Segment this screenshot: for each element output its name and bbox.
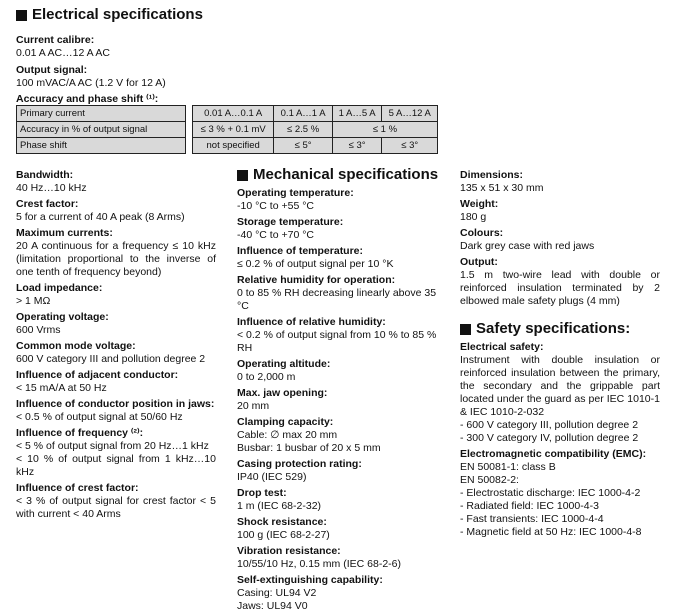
spec-label: Bandwidth: (16, 169, 74, 181)
spec-label: Casing protection rating: (237, 458, 362, 470)
spec-value: < 10 % of output signal from 1 kHz…10 kHz (16, 453, 216, 478)
spec-label: Self-extinguishing capability: (237, 574, 383, 586)
table-cell: Accuracy in % of output signal (17, 122, 186, 138)
mechanical-column (237, 166, 442, 613)
spec-value: 40 Hz…10 kHz (16, 182, 87, 194)
accuracy-table (16, 105, 438, 154)
spec-value: - Magnetic field at 50 Hz: IEC 1000-4-8 (460, 526, 642, 538)
spec-label: Electromagnetic compatibility (EMC): (460, 448, 647, 460)
spec-label: Drop test: (237, 487, 287, 499)
table-cell: ≤ 2.5 % (274, 122, 333, 138)
spec-value: EN 50081-1: class B (460, 461, 556, 473)
current-calibre-value: 0.01 A AC…12 A AC (16, 47, 110, 59)
current-calibre-label: Current calibre: (16, 34, 95, 46)
table-row (17, 122, 438, 138)
spec-label: Operating voltage: (16, 311, 109, 323)
spec-value: 10/55/10 Hz, 0.15 mm (IEC 68-2-6) (237, 558, 401, 570)
spec-label: Influence of temperature: (237, 245, 364, 257)
spec-value: 5 for a current of 40 A peak (8 Arms) (16, 211, 185, 223)
spec-label: Weight: (460, 198, 499, 210)
electrical-top (16, 6, 446, 106)
output-signal-label: Output signal: (16, 64, 88, 76)
table-cell: ≤ 3 % + 0.1 mV (193, 122, 274, 138)
spec-value: > 1 MΩ (16, 295, 51, 307)
spec-label: Relative humidity for operation: (237, 274, 396, 286)
table-cell: 5 A…12 A (382, 106, 438, 122)
spec-value: ≤ 0.2 % of output signal per 10 °K (237, 258, 394, 270)
mechanical-heading: Mechanical specifications (237, 166, 442, 184)
table-cell: 1 A…5 A (332, 106, 382, 122)
spec-value: - Electrostatic discharge: IEC 1000-4-2 (460, 487, 641, 499)
spec-value: 20 mm (237, 400, 270, 412)
spec-label: Maximum currents: (16, 227, 113, 239)
spec-value: - 600 V category III, pollution degree 2 (460, 419, 639, 431)
spec-label: Influence of adjacent conductor: (16, 369, 179, 381)
spec-value: < 0.2 % of output signal from 10 % to 85 % RH (237, 329, 437, 354)
square-bullet-icon (460, 324, 471, 335)
output-signal-value: 100 mVAC/A AC (1.2 V for 12 A) (16, 77, 166, 89)
spec-label: Influence of frequency ⁽²⁾: (16, 427, 144, 439)
table-cell: ≤ 3° (332, 138, 382, 154)
spec-label: Influence of conductor position in jaws: (16, 398, 215, 410)
spec-value: - Radiated field: IEC 1000-4-3 (460, 500, 599, 512)
spec-value: Instrument with double insulation or reinforced insulation between the primary, the secondary and the grippable part located under the guard as per IEC 1010-1 & IEC 1010-2-032 (460, 354, 660, 418)
table-cell: Primary current (17, 106, 186, 122)
spec-value: Cable: ∅ max 20 mm (237, 429, 338, 441)
spec-value: IP40 (IEC 529) (237, 471, 307, 483)
spec-value: < 5 % of output signal from 20 Hz…1 kHz (16, 440, 209, 452)
spec-label: Crest factor: (16, 198, 79, 210)
spec-label: Influence of crest factor: (16, 482, 139, 494)
spec-value: 0 to 2,000 m (237, 371, 296, 383)
spec-value: - 300 V category IV, pollution degree 2 (460, 432, 639, 444)
spec-value: Jaws: UL94 V0 (237, 600, 308, 612)
table-cell: Phase shift (17, 138, 186, 154)
spec-value: < 0.5 % of output signal at 50/60 Hz (16, 411, 183, 423)
table-cell: ≤ 5° (274, 138, 333, 154)
spec-label: Operating temperature: (237, 187, 354, 199)
spec-value: 180 g (460, 211, 487, 223)
spec-value: -10 °C to +55 °C (237, 200, 314, 212)
accuracy-label: Accuracy and phase shift ⁽¹⁾: (16, 93, 159, 105)
table-cell: 0.1 A…1 A (274, 106, 333, 122)
spec-value: 20 A continuous for a frequency ≤ 10 kHz (limitation proportional to the inverse of one tenth of frequency beyond) (16, 240, 216, 278)
spec-label: Output: (460, 256, 498, 268)
electrical-column (16, 166, 216, 521)
spec-value: 135 x 51 x 30 mm (460, 182, 544, 194)
square-bullet-icon (16, 10, 27, 21)
spec-label: Common mode voltage: (16, 340, 136, 352)
spec-label: Influence of relative humidity: (237, 316, 386, 328)
electrical-heading: Electrical specifications (16, 6, 446, 24)
spec-label: Colours: (460, 227, 504, 239)
spec-label: Electrical safety: (460, 341, 544, 353)
spec-value: Dark grey case with red jaws (460, 240, 595, 252)
table-row (17, 138, 438, 154)
spec-value: 0 to 85 % RH decreasing linearly above 35 °C (237, 287, 437, 312)
spec-value: < 15 mA/A at 50 Hz (16, 382, 107, 394)
spec-value: EN 50082-2: (460, 474, 519, 486)
spec-value: -40 °C to +70 °C (237, 229, 314, 241)
spec-value: 600 Vrms (16, 324, 61, 336)
spec-label: Max. jaw opening: (237, 387, 328, 399)
spec-value: Busbar: 1 busbar of 20 x 5 mm (237, 442, 381, 454)
table-cell: not specified (193, 138, 274, 154)
spec-label: Clamping capacity: (237, 416, 334, 428)
spec-value: 1 m (IEC 68-2-32) (237, 500, 322, 512)
table-cell: ≤ 3° (382, 138, 438, 154)
spec-label: Vibration resistance: (237, 545, 341, 557)
safety-heading: Safety specifications: (460, 320, 660, 338)
table-cell: ≤ 1 % (332, 122, 437, 138)
general-column (460, 166, 660, 539)
spec-value: 1.5 m two-wire lead with double or reinforced insulation terminated by 2 elbowed male safety plugs (4 mm) (460, 269, 660, 307)
spec-value: - Fast transients: IEC 1000-4-4 (460, 513, 604, 525)
table-cell: 0.01 A…0.1 A (193, 106, 274, 122)
table-row (17, 106, 438, 122)
spec-label: Dimensions: (460, 169, 524, 181)
spec-value: 100 g (IEC 68-2-27) (237, 529, 330, 541)
spec-value: Casing: UL94 V2 (237, 587, 317, 599)
spec-label: Load impedance: (16, 282, 103, 294)
spec-value: 600 V category III and pollution degree 2 (16, 353, 206, 365)
spec-label: Operating altitude: (237, 358, 331, 370)
spec-label: Storage temperature: (237, 216, 344, 228)
square-bullet-icon (237, 170, 248, 181)
spec-label: Shock resistance: (237, 516, 327, 528)
spec-value: < 3 % of output signal for crest factor < 5 with current < 40 Arms (16, 495, 216, 520)
